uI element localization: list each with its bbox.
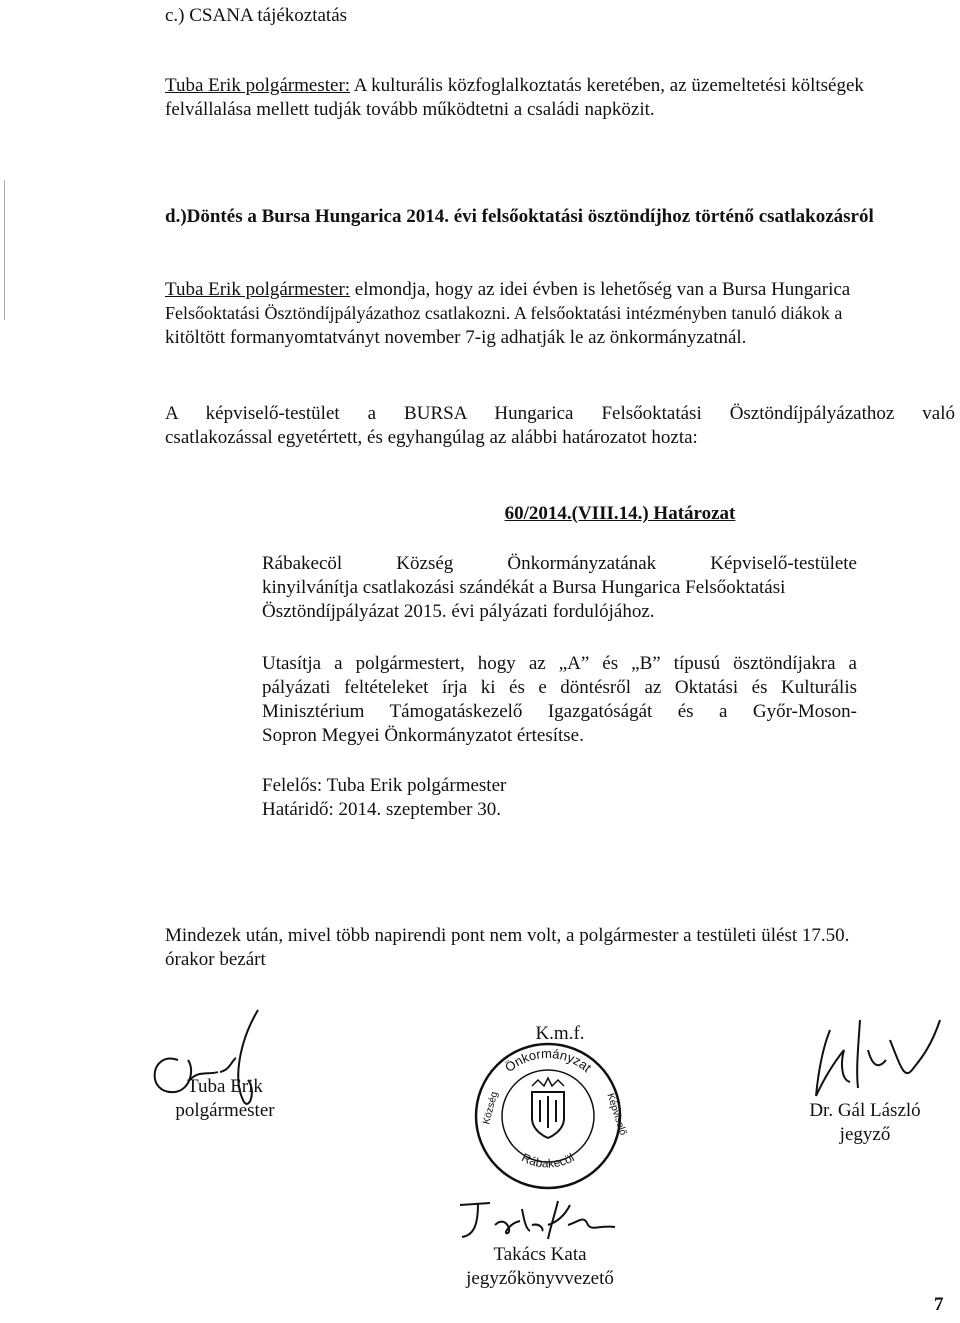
section-d-heading: d.)Döntés a Bursa Hungarica 2014. évi felsőoktatási ösztöndíjhoz történő csatlakozásról — [165, 206, 874, 227]
notary-title: jegyző — [839, 1124, 891, 1145]
closing-line2: órakor bezárt — [165, 949, 266, 970]
stamp-top-text: Önkormányzat — [501, 1045, 595, 1076]
notary-signature-scribble — [800, 1010, 950, 1100]
section-d-line2: Felsőoktatási Ösztöndíjpályázathoz csatlakozni. A felsőoktatási intézményben tanuló diákok a — [165, 303, 843, 323]
resolution-p1-line2: kinyilvánítja csatlakozási szándékát a Bursa Hungarica Felsőoktatási — [262, 577, 786, 598]
resolution-p1-line3: Ösztöndíjpályázat 2015. évi pályázati fordulójához. — [262, 601, 655, 622]
km-label: K.m.f. — [535, 1023, 585, 1044]
stamp-bottom-text: Rábakecöl — [519, 1150, 577, 1171]
resolution-deadline: Határidő: 2014. szeptember 30. — [262, 799, 502, 820]
stamp-left-text: Község — [481, 1090, 501, 1126]
resolution-p1-line1: Rábakecöl Község Önkormányzatának Képviselő-testülete — [262, 553, 857, 574]
notary-name: Dr. Gál László — [809, 1100, 921, 1121]
resolution-responsible: Felelős: Tuba Erik polgármester — [262, 775, 507, 796]
official-stamp — [472, 1040, 629, 1192]
recorder-title: jegyzőkönyvvezető — [466, 1268, 614, 1289]
section-c-line1-text: A kulturális közfoglalkoztatás keretében, az üzemeltetési költségek — [350, 75, 864, 96]
resolution-p2-line2: pályázati feltételeket írja ki és e döntésről az Oktatási és Kulturális — [262, 677, 857, 698]
council-line2: csatlakozással egyetértett, és egyhangúlag az alábbi határozatot hozta: — [165, 427, 698, 448]
stamp-right-text: Képviselő — [604, 1092, 629, 1137]
recorder-signature-scribble — [450, 1195, 630, 1245]
recorder-name: Takács Kata — [493, 1244, 587, 1265]
section-c-heading: c.) CSANA tájékoztatás — [165, 5, 348, 26]
resolution-p2-line1: Utasítja a polgármestert, hogy az „A” és „B” típusú ösztöndíjakra a — [262, 653, 857, 674]
mayor-name: Tuba Erik — [187, 1076, 263, 1097]
resolution-title: 60/2014.(VIII.14.) Határozat — [504, 503, 736, 524]
section-c-line1 — [165, 74, 957, 97]
section-c-speaker: Tuba Erik polgármester: — [165, 75, 351, 96]
section-d-speaker: Tuba Erik polgármester: — [165, 279, 351, 300]
mayor-title: polgármester — [175, 1100, 275, 1121]
section-c-line2: felvállalása mellett tudják tovább működtetni a családi napközit. — [165, 99, 655, 120]
resolution-p2-line4: Sopron Megyei Önkormányzatot értesítse. — [262, 725, 584, 746]
section-d-line1 — [165, 278, 955, 301]
coat-of-arms-icon — [532, 1078, 564, 1138]
section-d-line3: kitöltött formanyomtatványt november 7-ig adhatják le az önkormányzatnál. — [165, 327, 747, 348]
council-line1: A képviselő-testület a BURSA Hungarica Felsőoktatási Ösztöndíjpályázathoz való — [165, 403, 955, 424]
section-d-line1-text: elmondja, hogy az idei évben is lehetőség van a Bursa Hungarica — [350, 279, 851, 300]
closing-line1: Mindezek után, mivel több napirendi pont nem volt, a polgármester a testületi ülést 17.50. — [165, 925, 850, 946]
resolution-p2-line3: Minisztérium Támogatáskezelő Igazgatóságát és a Győr-Moson- — [262, 701, 857, 722]
margin-mark — [4, 180, 5, 320]
page-number: 7 — [934, 1294, 944, 1315]
